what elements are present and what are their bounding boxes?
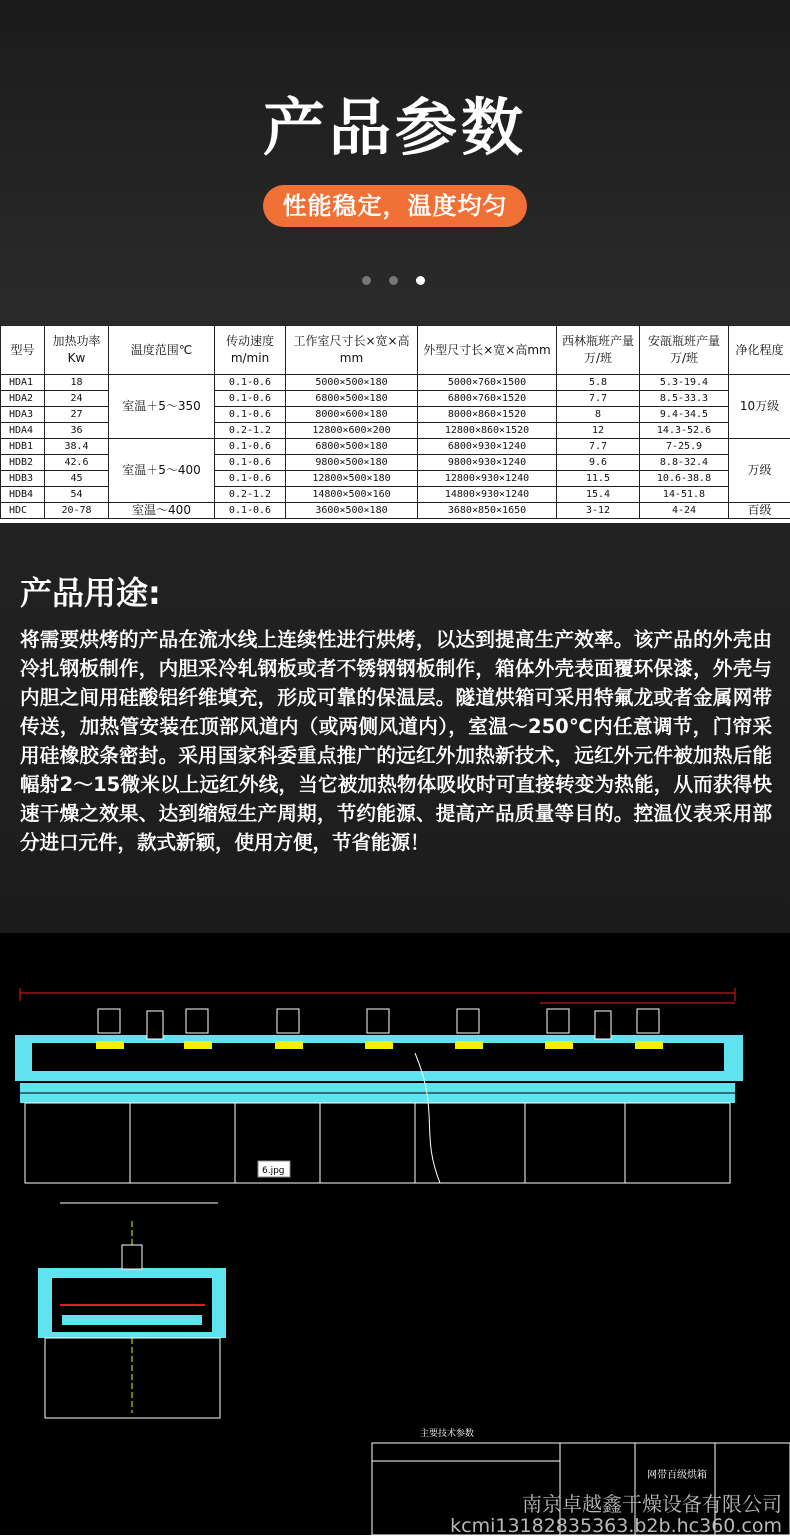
- cell-model: HDA1: [1, 375, 45, 391]
- cell-vial: 7.7: [557, 439, 640, 455]
- support-frame: [25, 1103, 730, 1183]
- cell-model: HDA3: [1, 407, 45, 423]
- carousel-dot-1[interactable]: [362, 276, 371, 285]
- cell-outer: 12800×930×1240: [418, 471, 557, 487]
- spec-table-section: [0, 325, 790, 523]
- hero-banner: [0, 0, 790, 325]
- fan-units: [98, 1009, 659, 1033]
- cell-chamber: 6800×500×180: [286, 391, 418, 407]
- header-ampoule-output: 安瓿瓶班产量万/班: [640, 326, 729, 375]
- cell-power: 36: [45, 423, 109, 439]
- heater-block: [184, 1041, 212, 1049]
- cell-vial: 5.8: [557, 375, 640, 391]
- fan-motor: [367, 1009, 389, 1033]
- cell-chamber: 3600×500×180: [286, 503, 418, 519]
- cell-chamber: 9800×500×180: [286, 455, 418, 471]
- cell-model: HDB2: [1, 455, 45, 471]
- cell-purity-group: 10万级: [729, 375, 790, 439]
- cell-chamber: 12800×500×180: [286, 471, 418, 487]
- cell-vial: 15.4: [557, 487, 640, 503]
- header-purity: 净化程度: [729, 326, 790, 375]
- heater-block: [365, 1041, 393, 1049]
- heater-block: [96, 1041, 124, 1049]
- header-temp: 温度范围℃: [109, 326, 215, 375]
- cell-outer: 14800×930×1240: [418, 487, 557, 503]
- usage-title: 产品用途:: [20, 573, 161, 613]
- header-power: 加热功率Kw: [45, 326, 109, 375]
- fan-motor: [98, 1009, 120, 1033]
- header-outer-size: 外型尺寸长×宽×高mm: [418, 326, 557, 375]
- cell-temp-group: 室温～400: [109, 503, 215, 519]
- cell-power: 24: [45, 391, 109, 407]
- cell-model: HDA4: [1, 423, 45, 439]
- cell-chamber: 8000×600×180: [286, 407, 418, 423]
- cell-model: HDB1: [1, 439, 45, 455]
- cell-outer: 5000×760×1500: [418, 375, 557, 391]
- cell-speed: 0.1-0.6: [215, 455, 286, 471]
- cell-ampoule: 8.5-33.3: [640, 391, 729, 407]
- hero-title: 产品参数: [0, 88, 790, 168]
- cell-chamber: 14800×500×160: [286, 487, 418, 503]
- table-row: [1, 503, 790, 519]
- cell-speed: 0.1-0.6: [215, 503, 286, 519]
- cell-speed: 0.1-0.6: [215, 391, 286, 407]
- header-chamber-size: 工作室尺寸长×宽×高mm: [286, 326, 418, 375]
- cell-ampoule: 10.6-38.8: [640, 471, 729, 487]
- cell-purity-group: 万级: [729, 439, 790, 503]
- cell-vial: 7.7: [557, 391, 640, 407]
- cell-power: 38.4: [45, 439, 109, 455]
- cell-power: 45: [45, 471, 109, 487]
- fan-motor: [547, 1009, 569, 1033]
- drawing-title-block: 网带百级烘箱: [647, 1468, 707, 1481]
- cell-outer: 6800×930×1240: [418, 439, 557, 455]
- cell-ampoule: 9.4-34.5: [640, 407, 729, 423]
- cell-temp-group: 室温＋5～400: [109, 439, 215, 503]
- cell-ampoule: 5.3-19.4: [640, 375, 729, 391]
- cell-power: 54: [45, 487, 109, 503]
- cell-power: 27: [45, 407, 109, 423]
- section-belt: [62, 1315, 202, 1325]
- exhaust-port: [595, 1011, 611, 1039]
- fan-motor: [277, 1009, 299, 1033]
- heater-block: [455, 1041, 483, 1049]
- header-vial-output: 西林瓶班产量万/班: [557, 326, 640, 375]
- cell-model: HDB4: [1, 487, 45, 503]
- cad-drawing: [0, 933, 790, 1535]
- cell-speed: 0.1-0.6: [215, 439, 286, 455]
- carousel-dot-2[interactable]: [389, 276, 398, 285]
- watermark-url: kcmi13182835363.b2b.hc360.com: [450, 1515, 782, 1538]
- fan-motor: [186, 1009, 208, 1033]
- usage-section: [0, 523, 790, 933]
- cell-outer: 12800×860×1520: [418, 423, 557, 439]
- cell-vial: 8: [557, 407, 640, 423]
- spec-header-row: [1, 326, 790, 375]
- cell-model: HDB3: [1, 471, 45, 487]
- table-row: [1, 375, 790, 391]
- cell-vial: 12: [557, 423, 640, 439]
- cell-model: HDA2: [1, 391, 45, 407]
- fan-motor: [457, 1009, 479, 1033]
- cell-power: 18: [45, 375, 109, 391]
- cell-vial: 9.6: [557, 455, 640, 471]
- cell-speed: 0.1-0.6: [215, 375, 286, 391]
- cell-vial: 11.5: [557, 471, 640, 487]
- feature-pill: 性能稳定，温度均匀: [263, 185, 527, 227]
- cell-speed: 0.1-0.6: [215, 471, 286, 487]
- cell-ampoule: 14-51.8: [640, 487, 729, 503]
- heater-block: [545, 1041, 573, 1049]
- cell-outer: 8000×860×1520: [418, 407, 557, 423]
- watermark-company: 南京卓越鑫干燥设备有限公司: [522, 1493, 782, 1516]
- section-fan: [122, 1245, 142, 1269]
- header-speed: 传动速度m/min: [215, 326, 286, 375]
- cell-purity-group: 百级: [729, 503, 790, 519]
- cell-model: HDC: [1, 503, 45, 519]
- cell-ampoule: 4-24: [640, 503, 729, 519]
- usage-body: 将需要烘烤的产品在流水线上连续性进行烘烤，以达到提高生产效率。该产品的外壳由冷扎钢板制作，内胆采冷轧钢板或者不锈钢钢板制作，箱体外壳表面覆环保漆，外壳与内胆之间用硅酸铝纤维填充，形成可靠的保温层。隧道烘箱可采用特氟龙或者金属网带传送，加热管安装在顶部风道内（或两侧风道内），室温～250℃内任意调节，门帘采用硅橡胶条密封。采用国家科委重点推广的远红外加热新技术，远红外元件被加热后能幅射2～15微米以上远红外线，当它被加热物体吸收时可直接转变为热能，从而获得快速干燥之效果、达到缩短生产周期，节约能源、提高产品质量等目的。控温仪表采用部分进口元件，款式新颖，使用方便，节省能源！: [20, 625, 772, 857]
- exhaust-port: [147, 1011, 163, 1039]
- cell-vial: 3-12: [557, 503, 640, 519]
- heater-block: [635, 1041, 663, 1049]
- drawing-table-title: 主要技术参数: [420, 1427, 474, 1439]
- fan-motor: [637, 1009, 659, 1033]
- cell-chamber: 12800×600×200: [286, 423, 418, 439]
- spec-table: [0, 325, 790, 519]
- cad-drawing-svg: [0, 933, 790, 1535]
- cell-outer: 3680×850×1650: [418, 503, 557, 519]
- cell-speed: 0.2-1.2: [215, 423, 286, 439]
- cell-power: 20-78: [45, 503, 109, 519]
- cell-chamber: 6800×500×180: [286, 439, 418, 455]
- heater-block: [275, 1041, 303, 1049]
- cell-outer: 6800×760×1520: [418, 391, 557, 407]
- cell-power: 42.6: [45, 455, 109, 471]
- cell-ampoule: 14.3-52.6: [640, 423, 729, 439]
- cell-outer: 9800×930×1240: [418, 455, 557, 471]
- table-row: [1, 439, 790, 455]
- header-model: 型号: [1, 326, 45, 375]
- cell-speed: 0.2-1.2: [215, 487, 286, 503]
- cell-speed: 0.1-0.6: [215, 407, 286, 423]
- frame-box: [25, 1103, 730, 1183]
- carousel-dots: [360, 276, 432, 286]
- cell-chamber: 5000×500×180: [286, 375, 418, 391]
- cell-temp-group: 室温＋5～350: [109, 375, 215, 439]
- carousel-dot-3-active[interactable]: [416, 276, 425, 285]
- cell-ampoule: 7-25.9: [640, 439, 729, 455]
- file-label: 6.jpg: [262, 1166, 285, 1176]
- cell-ampoule: 8.8-32.4: [640, 455, 729, 471]
